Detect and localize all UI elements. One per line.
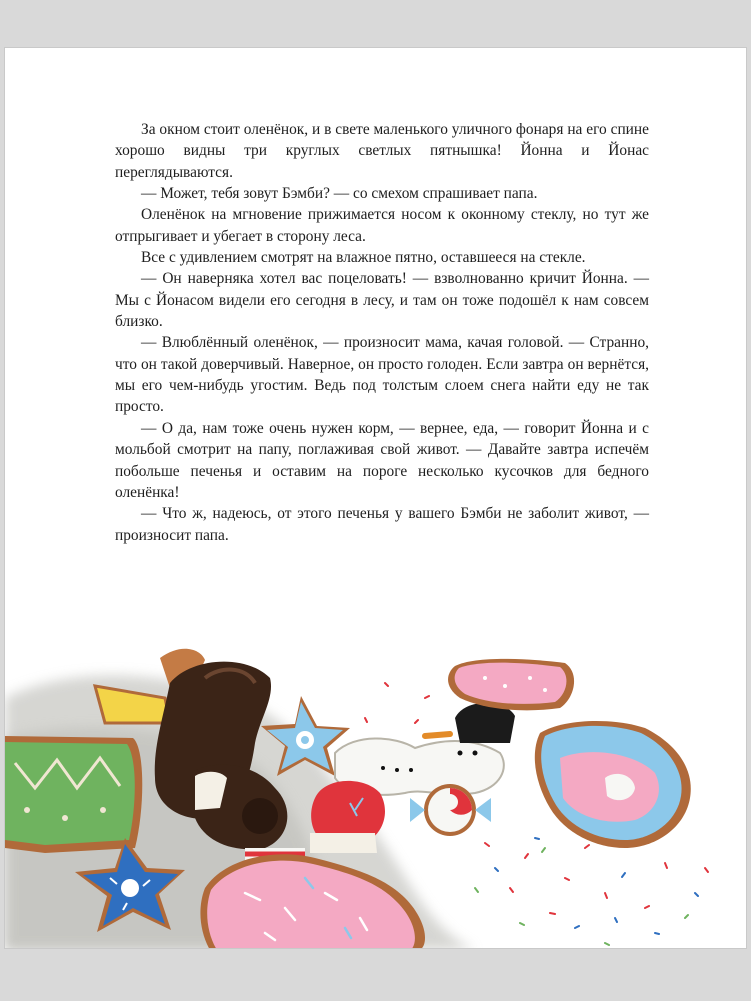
paragraph-7: — О да, нам тоже очень нужен корм, — вернее, еда, — говорит Йонна и с мольбой смотрит на папу, поглаживая свой живот. — Давайте завтра испечём побольше печенья и оставим на пороге несколько кусочков для бедного оленёнка!: [115, 419, 649, 501]
paragraph-6: — Влюблённый оленёнок, — произносит мама, качая головой. — Странно, что он такой доверчивый. Наверное, он просто голоден. Если завтра он вернётся, мы его чем-нибудь угостим. Ведь под толстым слоем снега найти еду не так просто.: [115, 334, 649, 416]
snowman-cookie: [335, 703, 515, 795]
book-page: [4, 47, 747, 949]
paragraph-2: — Может, тебя зовут Бэмби? — со смехом спрашивает папа.: [141, 185, 538, 203]
paragraph-3: Оленёнок на мгновение прижимается носом к оконному стеклу, но тут же отпрыгивает и убегает в сторону леса.: [115, 206, 649, 245]
story-text: [115, 119, 649, 546]
paragraph-8: — Что ж, надеюсь, от этого печенья у вашего Бэмби не заболит живот, — произносит папа.: [115, 505, 649, 544]
red-mitten-cookie: [310, 781, 385, 853]
tree-cookie: [5, 736, 142, 853]
cookies-illustration: [5, 548, 747, 949]
paragraph-1: За окном стоит оленёнок, и в свете маленького уличного фонаря на его спине хорошо видны три круглых светлых пятнышка! Йонна и Йонас переглядываются.: [115, 121, 649, 181]
paragraph-5: — Он наверняка хотел вас поцеловать! — взволнованно кричит Йонна. — Мы с Йонасом видели его сегодня в лесу, и там он тоже подошёл к нам совсем близко.: [115, 270, 649, 331]
cookies-picture: [5, 548, 747, 949]
paragraph-4: Все с удивлением смотрят на влажное пятно, оставшееся на стекле.: [141, 249, 586, 267]
mitten-cookies-right: [535, 721, 691, 848]
pink-cookie-top: [448, 659, 574, 710]
